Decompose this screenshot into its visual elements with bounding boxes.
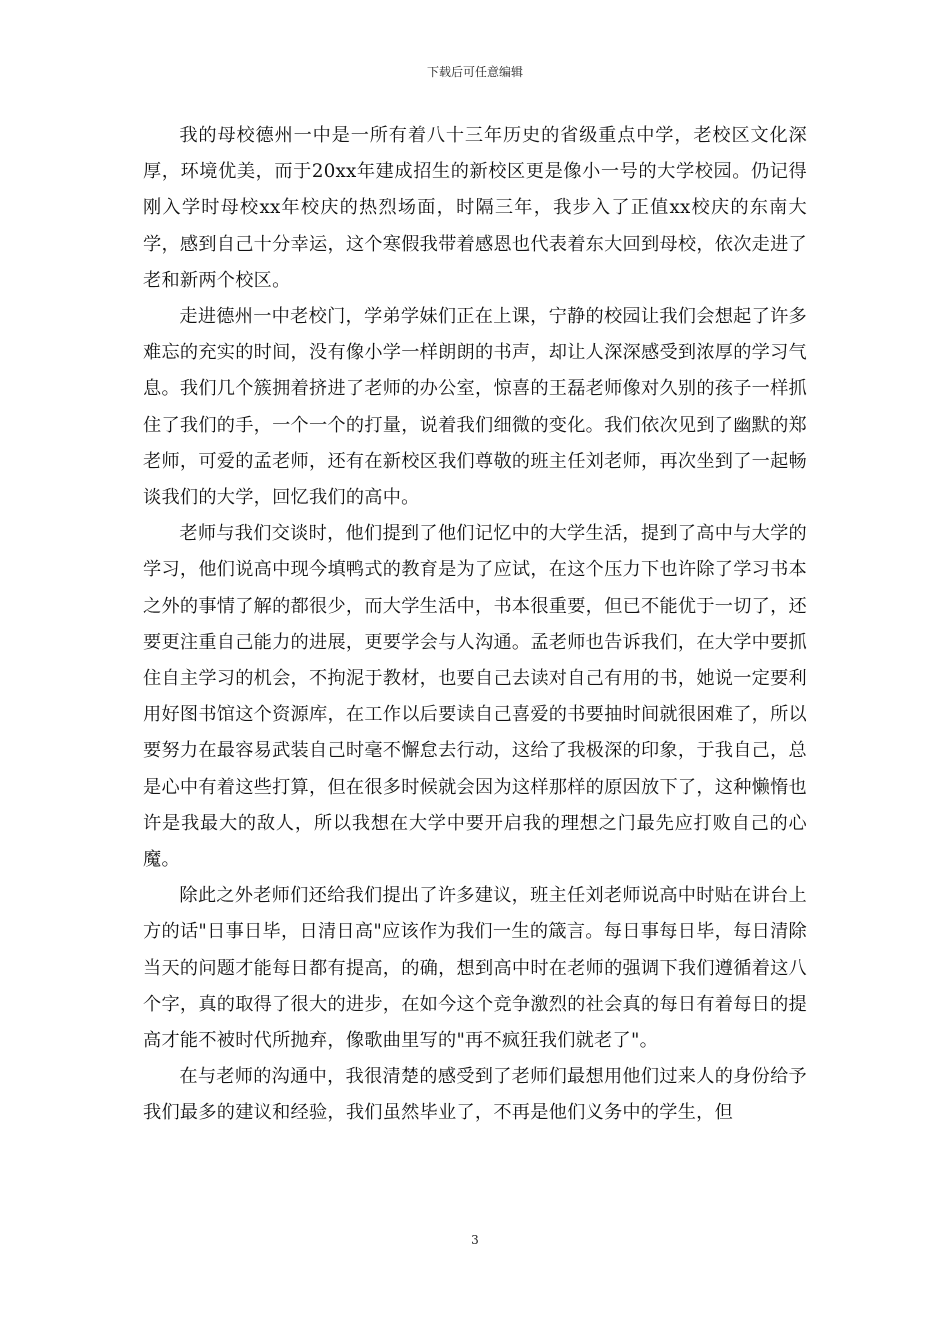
paragraph: 老师与我们交谈时，他们提到了他们记忆中的大学生活，提到了高中与大学的学习，他们说高中现今填鸭式的教育是为了应试，在这个压力下也许除了学习书本之外的事情了解的都很少，而大学生活中，书本很重要，但已不能优于一切了，还要更注重自己能力的进展，更要学会与人沟通。孟老师也告诉我们，在大学中要抓住自主学习的机会，不拘泥于教材，也要自己去读对自己有用的书，她说一定要利用好图书馆这个资源库，在工作以后要读自己喜爱的书要抽时间就很困难了，所以要努力在最容易武装自己时毫不懈怠去行动，这给了我极深的印象，于我自己，总是心中有着这些打算，但在很多时候就会因为这样那样的原因放下了，这种懒惰也许是我最大的敌人，所以我想在大学中要开启我的理想之门最先应打败自己的心魔。 bbox=[143, 523, 807, 871]
document-body bbox=[143, 118, 807, 1132]
paragraph: 在与老师的沟通中，我很清楚的感受到了老师们最想用他们过来人的身份给予我们最多的建议和经验，我们虽然毕业了，不再是他们义务中的学生，但 bbox=[143, 1066, 807, 1124]
page-header: 下载后可任意编辑 bbox=[426, 65, 523, 79]
paragraph: 我的母校德州一中是一所有着八十三年历史的省级重点中学，老校区文化深厚，环境优美，而于20xx年建成招生的新校区更是像小一号的大学校园。仍记得刚入学时母校xx年校庆的热烈场面，时隔三年，我步入了正值xx校庆的东南大学，感到自己十分幸运，这个寒假我带着感恩也代表着东大回到母校，依次走进了老和新两个校区。 bbox=[143, 125, 807, 291]
paragraph: 除此之外老师们还给我们提出了许多建议，班主任刘老师说高中时贴在讲台上方的话"日事日毕，日清日高"应该作为我们一生的箴言。每日事每日毕，每日清除当天的问题才能每日都有提高，的确，想到高中时在老师的强调下我们遵循着这八个字，真的取得了很大的进步，在如今这个竞争激烈的社会真的每日有着每日的提高才能不被时代所抛弃，像歌曲里写的"再不疯狂我们就老了"。 bbox=[143, 885, 807, 1052]
paragraph: 走进德州一中老校门，学弟学妹们正在上课，宁静的校园让我们会想起了许多难忘的充实的时间，没有像小学一样朗朗的书声，却让人深深感受到浓厚的学习气息。我们几个簇拥着挤进了老师的办公室，惊喜的王磊老师像对久别的孩子一样抓住了我们的手，一个一个的打量，说着我们细微的变化。我们依次见到了幽默的郑老师，可爱的孟老师，还有在新校区我们尊敬的班主任刘老师，再次坐到了一起畅谈我们的大学，回忆我们的高中。 bbox=[143, 306, 807, 509]
page-number: 3 bbox=[471, 1233, 479, 1247]
